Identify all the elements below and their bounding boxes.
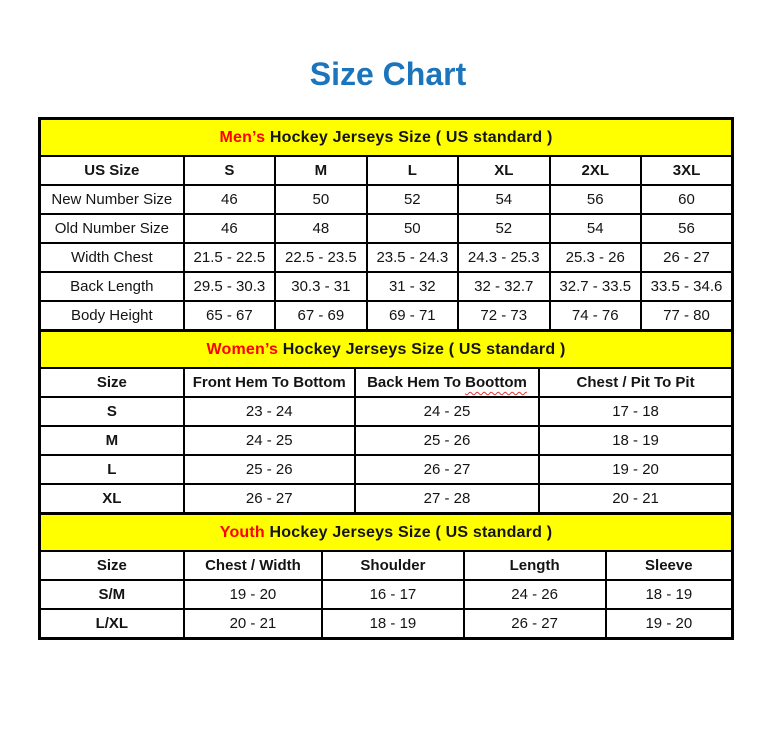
size-value-cell: 26 - 27 — [464, 609, 606, 639]
row-label: M — [40, 426, 184, 455]
size-value-cell: 19 - 20 — [184, 580, 323, 609]
size-value-cell: 19 - 20 — [539, 455, 732, 484]
misspelled-word: Boottom — [465, 373, 527, 391]
table-row — [40, 580, 733, 609]
column-header: S — [184, 156, 275, 185]
banner-row — [40, 330, 733, 368]
banner-text: Hockey Jerseys Size ( US standard ) — [264, 523, 553, 541]
mens-size-table — [38, 117, 734, 332]
column-header: Sleeve — [606, 551, 733, 580]
size-value-cell: 56 — [641, 214, 733, 243]
row-label: Back Length — [40, 272, 184, 301]
size-value-cell: 32.7 - 33.5 — [550, 272, 641, 301]
size-value-cell: 25 - 26 — [355, 426, 539, 455]
size-value-cell: 46 — [184, 185, 275, 214]
column-header: US Size — [40, 156, 184, 185]
size-value-cell: 24 - 25 — [184, 426, 355, 455]
size-value-cell: 21.5 - 22.5 — [184, 243, 275, 272]
size-value-cell: 33.5 - 34.6 — [641, 272, 733, 301]
size-value-cell: 52 — [367, 185, 458, 214]
size-value-cell: 24.3 - 25.3 — [458, 243, 549, 272]
size-value-cell: 69 - 71 — [367, 301, 458, 331]
table-body — [40, 580, 733, 639]
size-value-cell: 17 - 18 — [539, 397, 732, 426]
womens-size-table — [38, 329, 734, 515]
size-value-cell: 18 - 19 — [322, 609, 463, 639]
size-value-cell: 72 - 73 — [458, 301, 549, 331]
column-header: 2XL — [550, 156, 641, 185]
size-value-cell: 50 — [275, 185, 366, 214]
size-value-cell: 23.5 - 24.3 — [367, 243, 458, 272]
size-value-cell: 54 — [458, 185, 549, 214]
row-label: XL — [40, 484, 184, 514]
column-header: Size — [40, 551, 184, 580]
column-header: Chest / Width — [184, 551, 323, 580]
size-value-cell: 19 - 20 — [606, 609, 733, 639]
size-value-cell: 74 - 76 — [550, 301, 641, 331]
section-banner — [40, 513, 733, 551]
size-value-cell: 29.5 - 30.3 — [184, 272, 275, 301]
size-value-cell: 20 - 21 — [184, 609, 323, 639]
size-value-cell: 46 — [184, 214, 275, 243]
size-value-cell: 56 — [550, 185, 641, 214]
size-value-cell: 25 - 26 — [184, 455, 355, 484]
section-banner — [40, 118, 733, 156]
page-title: Size Chart — [309, 56, 467, 92]
youth-size-section — [38, 512, 734, 640]
size-value-cell: 65 - 67 — [184, 301, 275, 331]
table-row — [40, 243, 733, 272]
table-row — [40, 455, 733, 484]
size-value-cell: 18 - 19 — [606, 580, 733, 609]
youth-size-table — [38, 512, 734, 640]
size-value-cell: 20 - 21 — [539, 484, 732, 514]
size-value-cell: 50 — [367, 214, 458, 243]
size-value-cell: 16 - 17 — [322, 580, 463, 609]
size-value-cell: 18 - 19 — [539, 426, 732, 455]
size-value-cell: 24 - 25 — [355, 397, 539, 426]
column-header: Front Hem To Bottom — [184, 368, 355, 397]
row-label: Old Number Size — [40, 214, 184, 243]
size-value-cell: 26 - 27 — [355, 455, 539, 484]
banner-accent: Men’s — [219, 128, 266, 146]
banner-accent: Women’s — [206, 340, 279, 358]
column-header: XL — [458, 156, 549, 185]
column-header-row — [40, 368, 733, 397]
row-label: L/XL — [40, 609, 184, 639]
size-value-cell: 25.3 - 26 — [550, 243, 641, 272]
size-value-cell: 52 — [458, 214, 549, 243]
table-row — [40, 397, 733, 426]
table-body — [40, 397, 733, 514]
column-header: Chest / Pit To Pit — [539, 368, 732, 397]
table-row — [40, 609, 733, 639]
banner-text: Hockey Jerseys Size ( US standard ) — [265, 128, 553, 146]
column-header: Length — [464, 551, 606, 580]
size-chart — [38, 117, 734, 640]
column-header: L — [367, 156, 458, 185]
table-row — [40, 214, 733, 243]
table-row — [40, 426, 733, 455]
table-row — [40, 272, 733, 301]
column-header: Shoulder — [322, 551, 463, 580]
row-label: S — [40, 397, 184, 426]
banner-row — [40, 513, 733, 551]
size-value-cell: 48 — [275, 214, 366, 243]
size-value-cell: 31 - 32 — [367, 272, 458, 301]
mens-size-section — [38, 117, 734, 332]
size-value-cell: 67 - 69 — [275, 301, 366, 331]
banner-row — [40, 118, 733, 156]
table-row — [40, 301, 733, 331]
size-value-cell: 32 - 32.7 — [458, 272, 549, 301]
banner-text: Hockey Jerseys Size ( US standard ) — [278, 340, 566, 358]
column-header: 3XL — [641, 156, 733, 185]
section-banner — [40, 330, 733, 368]
row-label: L — [40, 455, 184, 484]
size-value-cell: 22.5 - 23.5 — [275, 243, 366, 272]
size-value-cell: 77 - 80 — [641, 301, 733, 331]
size-value-cell: 26 - 27 — [184, 484, 355, 514]
column-header: M — [275, 156, 366, 185]
column-header: Size — [40, 368, 184, 397]
size-value-cell: 54 — [550, 214, 641, 243]
size-value-cell: 60 — [641, 185, 733, 214]
size-value-cell: 26 - 27 — [641, 243, 733, 272]
row-label: New Number Size — [40, 185, 184, 214]
womens-size-section — [38, 329, 734, 515]
size-value-cell: 23 - 24 — [184, 397, 355, 426]
column-header: Back Hem To Boottom — [355, 368, 539, 397]
size-value-cell: 24 - 26 — [464, 580, 606, 609]
column-header-row — [40, 156, 733, 185]
table-row — [40, 185, 733, 214]
column-header-row — [40, 551, 733, 580]
row-label: Width Chest — [40, 243, 184, 272]
banner-accent: Youth — [219, 523, 265, 541]
size-value-cell: 27 - 28 — [355, 484, 539, 514]
row-label: S/M — [40, 580, 184, 609]
size-value-cell: 30.3 - 31 — [275, 272, 366, 301]
table-body — [40, 185, 733, 331]
row-label: Body Height — [40, 301, 184, 331]
table-row — [40, 484, 733, 514]
